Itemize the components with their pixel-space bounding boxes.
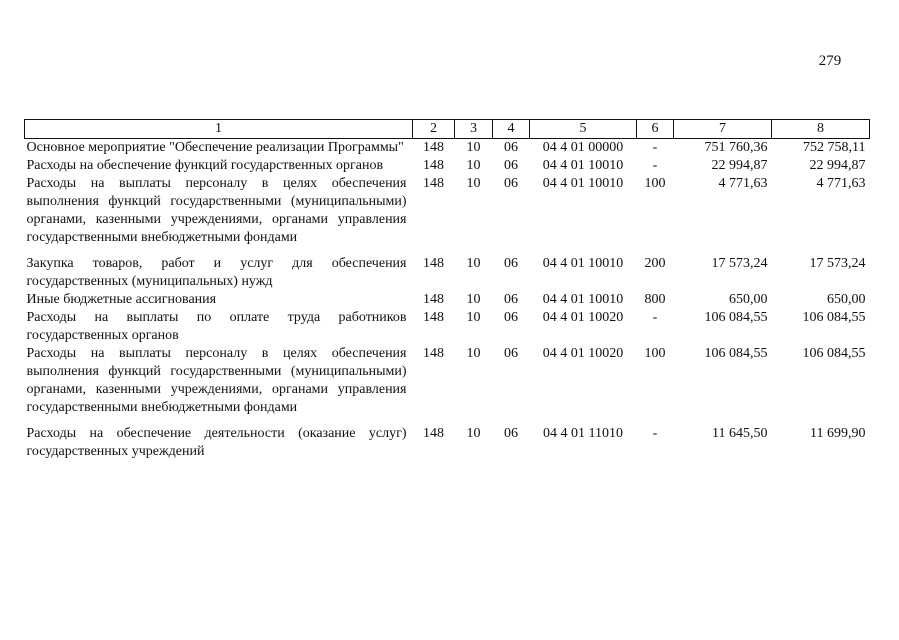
cell-col7: 751 760,36 bbox=[704, 140, 768, 155]
cell-col8: 4 771,63 bbox=[816, 176, 866, 191]
cell-col4: 06 bbox=[504, 256, 518, 271]
row-name: Основное мероприятие "Обеспечение реализации Программы" bbox=[26, 140, 404, 155]
cell-col7: 17 573,24 bbox=[711, 256, 768, 271]
cell-col6: 100 bbox=[644, 176, 666, 191]
table-row bbox=[25, 291, 870, 309]
row-name: Закупка товаров, работ и услуг для обеспечения государственных (муниципальных) нужд bbox=[26, 256, 407, 289]
cell-col5: 04 4 01 11010 bbox=[543, 426, 623, 441]
cell-col4: 06 bbox=[504, 426, 518, 441]
cell-col4: 06 bbox=[504, 140, 518, 155]
cell-col7: 11 645,50 bbox=[712, 426, 768, 441]
cell-col6: - bbox=[652, 426, 658, 441]
cell-col6: 100 bbox=[644, 346, 666, 361]
cell-col7: 22 994,87 bbox=[711, 158, 768, 173]
row-name: Расходы на выплаты персоналу в целях обеспечения выполнения функций государственными (муниципальными) органами, казенными учреждениями, органами управления государственными внебюджетными фондами bbox=[26, 176, 407, 245]
column-header: 5 bbox=[530, 120, 637, 139]
cell-col2: 148 bbox=[423, 426, 444, 441]
cell-col3: 10 bbox=[466, 346, 481, 361]
column-header: 6 bbox=[637, 120, 674, 139]
cell-col5: 04 4 01 00000 bbox=[542, 140, 624, 155]
row-name: Расходы на выплаты по оплате труда работников государственных органов bbox=[26, 310, 407, 343]
budget-table bbox=[24, 119, 870, 461]
cell-col6: 200 bbox=[644, 256, 666, 271]
cell-col2: 148 bbox=[423, 256, 444, 271]
cell-col7: 106 084,55 bbox=[704, 310, 768, 325]
cell-col7: 4 771,63 bbox=[718, 176, 768, 191]
column-header: 4 bbox=[493, 120, 530, 139]
cell-col8: 17 573,24 bbox=[809, 256, 866, 271]
cell-col5: 04 4 01 10020 bbox=[542, 310, 624, 325]
cell-col8: 22 994,87 bbox=[809, 158, 866, 173]
cell-col8: 106 084,55 bbox=[802, 310, 866, 325]
table-row bbox=[25, 425, 870, 461]
cell-col3: 10 bbox=[466, 310, 481, 325]
cell-col2: 148 bbox=[423, 310, 444, 325]
cell-col5: 04 4 01 10020 bbox=[542, 346, 624, 361]
cell-col4: 06 bbox=[504, 158, 518, 173]
cell-col8: 11 699,90 bbox=[810, 426, 866, 441]
cell-col4: 06 bbox=[504, 292, 518, 307]
cell-col7: 650,00 bbox=[729, 292, 768, 307]
cell-col6: - bbox=[652, 140, 658, 155]
column-header: 7 bbox=[674, 120, 772, 139]
row-name: Расходы на выплаты персоналу в целях обеспечения выполнения функций государственными (муниципальными) органами, казенными учреждениями, органами управления государственными внебюджетными фондами bbox=[26, 346, 407, 415]
cell-col5: 04 4 01 10010 bbox=[542, 176, 624, 191]
cell-col2: 148 bbox=[423, 140, 444, 155]
cell-col3: 10 bbox=[466, 140, 481, 155]
cell-col5: 04 4 01 10010 bbox=[542, 158, 624, 173]
row-name: Расходы на обеспечение деятельности (оказание услуг) государственных учреждений bbox=[26, 426, 407, 459]
cell-col8: 650,00 bbox=[827, 292, 866, 307]
table-row bbox=[25, 157, 870, 175]
table-row bbox=[25, 139, 870, 158]
cell-col6: - bbox=[652, 158, 658, 173]
cell-col3: 10 bbox=[466, 292, 481, 307]
cell-col2: 148 bbox=[423, 176, 444, 191]
cell-col3: 10 bbox=[466, 176, 481, 191]
cell-col2: 148 bbox=[423, 158, 444, 173]
column-header: 2 bbox=[413, 120, 455, 139]
column-header: 3 bbox=[455, 120, 493, 139]
column-header: 1 bbox=[25, 120, 413, 139]
cell-col5: 04 4 01 10010 bbox=[542, 292, 624, 307]
cell-col4: 06 bbox=[504, 346, 518, 361]
cell-col6: 800 bbox=[644, 292, 666, 307]
table-row bbox=[25, 345, 870, 425]
cell-col8: 752 758,11 bbox=[803, 140, 866, 155]
table-row bbox=[25, 175, 870, 255]
cell-col2: 148 bbox=[423, 292, 444, 307]
cell-col7: 106 084,55 bbox=[704, 346, 768, 361]
row-name: Иные бюджетные ассигнования bbox=[26, 292, 217, 307]
cell-col3: 10 bbox=[466, 158, 481, 173]
table-row bbox=[25, 309, 870, 345]
cell-col3: 10 bbox=[466, 256, 481, 271]
cell-col3: 10 bbox=[466, 426, 481, 441]
cell-col8: 106 084,55 bbox=[802, 346, 866, 361]
table-row bbox=[25, 255, 870, 291]
cell-col4: 06 bbox=[504, 310, 518, 325]
table-header-row bbox=[25, 120, 870, 139]
row-name: Расходы на обеспечение функций государственных органов bbox=[26, 158, 384, 173]
column-header: 8 bbox=[772, 120, 870, 139]
cell-col5: 04 4 01 10010 bbox=[542, 256, 624, 271]
cell-col2: 148 bbox=[423, 346, 444, 361]
cell-col6: - bbox=[652, 310, 658, 325]
page-number: 279 bbox=[818, 53, 842, 69]
cell-col4: 06 bbox=[504, 176, 518, 191]
